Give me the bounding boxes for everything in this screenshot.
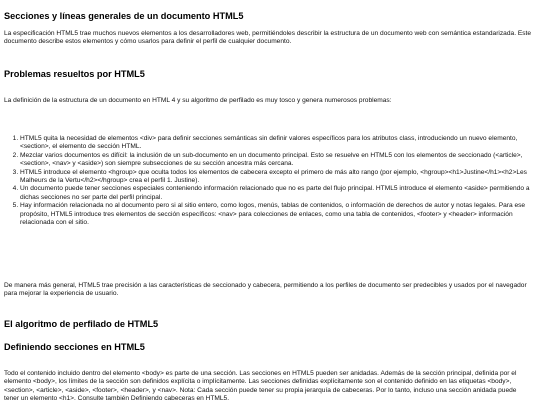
list-item: 1. HTML5 quita la necesidad de elementos <div> para definir secciones semánticas sin definir valores específicos para los atributos class, introduciendo un nuevo elemento, <section>, el elemento de sección HTML. [20, 135, 540, 152]
sections-paragraph: Todo el contenido incluido dentro del elemento <body> es parte de una sección. Las secciones en HTML5 pueden ser anidadas. Además de la sección principal, definida por el elemento <body>, los límites de la sección son definidos explícita o implícitamente. Las secciones definidas explícitamente son el contenido definido en las etiquetas <body>, <section>, <article>, <aside>, <footer>, <header>, y <nav>. Nota: Cada sección puede tener su propia jerarquía de cabeceras. Por lo tanto, incluso una sección anidada puede tener un elemento <h1>. Consulte también Definiendo cabeceras en HTML5. [4, 370, 517, 403]
defining-sections-heading: Definiendo secciones en HTML5 [4, 342, 145, 352]
intro-paragraph: La especificación HTML5 trae muchos nuevos elementos a los desarrolladores web, permitiéndoles describir la estructura de un documento web con semántica estandarizada. Este documento describe estos elementos y cómo usarlos para definir el perfil de cualquier documento. [4, 30, 532, 46]
summary-paragraph: De manera más general, HTML5 trae precisión a las características de seccionado y cabecera, permitiendo a los perfiles de documento ser predecibles y usados por el navegador para mejorar la experiencia de usuario. [4, 282, 527, 298]
list-item: 5. Hay información relacionada no al documento pero si al sitio entero, como logos, menús, tablas de contenidos, o información de derechos de autor y notas legales. Para ese propósito, HTML5 introduce tres elementos de sección específicos: <nav> para colecciones de enlaces, como una tabla de contenidos, <footer> y <header> información relacionada con el sitio. [20, 202, 540, 227]
problems-intro-paragraph: La definición de la estructura de un documento en HTML 4 y su algoritmo de perfilado es muy tosco y genera numerosos problemas: [4, 97, 392, 104]
algorithm-heading: El algoritmo de perfilado de HTML5 [4, 319, 159, 329]
problems-list [4, 135, 540, 227]
list-item: 3. HTML5 introduce el elemento <hgroup> que oculta todos los elementos de cabecera excepto el primero de más alto rango (por ejemplo, <hgroup><h1>Justine</h1><h2>Les Malheurs de la Vertu</h2></hgroup> crea el perfil 1. Justine). [20, 169, 540, 186]
problems-heading: Problemas resueltos por HTML5 [4, 69, 145, 79]
list-item: 2. Mezclar varios documentos es difícil: la inclusión de un sub-documento en un documento principal. Esto se resuelve en HTML5 con los elementos de seccionado (<article>, <section>, <nav> y <aside>) son siempre subsecciones de su sección ancestra más cercana. [20, 152, 540, 169]
list-item: 4. Un documento puede tener secciones especiales conteniendo información relacionado que no es parte del flujo principal. HTML5 introduce el elemento <aside> permitiendo a dichas secciones no ser parte del perfil principal. [20, 185, 540, 202]
page-title: Secciones y líneas generales de un documento HTML5 [4, 11, 244, 21]
